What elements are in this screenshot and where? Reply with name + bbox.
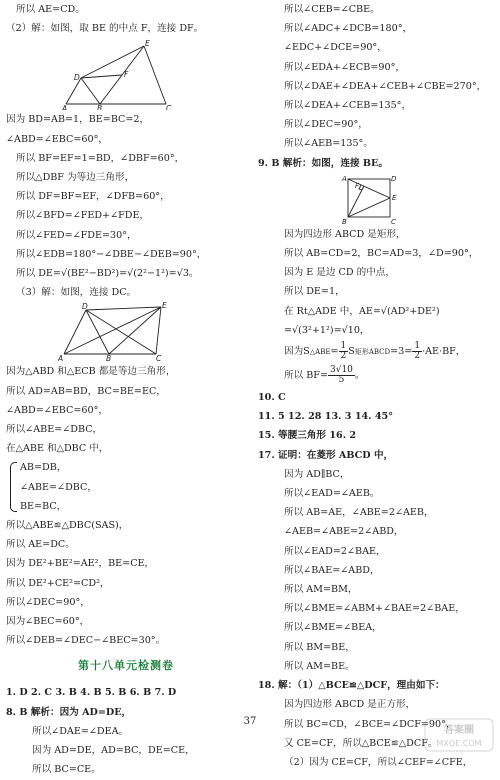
label-d: D: [82, 302, 88, 312]
denominator: 2: [340, 351, 347, 362]
answer-line: 17. 证明：在菱形 ABCD 中，: [258, 449, 394, 461]
segment-bd: [81, 78, 100, 104]
text-line: 所以∠DEB=∠DEC−∠BEC=30°。: [6, 635, 166, 647]
section-title: 第十八单元检测卷: [78, 659, 174, 673]
text-line: 因为 E 是边 CD 的中点，: [284, 267, 395, 279]
answer-line: 8. B 解析：因为 AD=DE，: [6, 706, 132, 718]
answer-line: 18. 解：（1）△BCE≌△DCF，理由如下：: [258, 680, 445, 692]
right-column: [258, 0, 494, 772]
text-line: 所以 BM=BE，: [284, 641, 355, 653]
text-line: 所以∠DEA+∠CEB=135°，: [284, 100, 412, 112]
text-part: ·AE·BF，: [422, 346, 466, 358]
text-line: 所以 AM=BE。: [284, 660, 355, 672]
text-line: 所以 DE=1，: [284, 286, 345, 298]
watermark-icon: [424, 718, 494, 752]
text-line: ∠AEB=∠ABE=2∠ABD，: [284, 526, 404, 538]
numerator: 3√10: [329, 365, 353, 376]
watermark-logo: [424, 718, 494, 752]
segment-db: [86, 310, 109, 354]
text-line-bf: [258, 364, 494, 388]
text-line: ∠EDC+∠DCE=90°，: [284, 42, 387, 54]
text-line: 又 CE=CF，所以△BCE≌△DCF。: [284, 737, 438, 749]
text-line: 在 Rt△ADE 中，AE=√(AD²+DE²): [284, 305, 440, 317]
label-f: F: [355, 181, 360, 190]
text-part: S: [348, 346, 355, 358]
label-c: C: [156, 354, 162, 363]
text-part: 所以 BF=: [284, 370, 328, 382]
text-line: 所以 AB=AE，∠ABE=2∠AEB，: [284, 507, 434, 519]
answer-line: 9. B 解析：如图，连接 BE。: [258, 157, 388, 169]
text-line: ∠ABD=∠EBC=60°，: [6, 133, 108, 145]
page-number: 37: [243, 716, 257, 727]
label-d: D: [74, 73, 80, 83]
segment-ec: [156, 307, 161, 354]
label-e: E: [392, 193, 397, 202]
left-column: [6, 0, 246, 780]
text-line: 所以∠DEC=90°，: [6, 596, 90, 608]
text-line: 所以∠ABE=∠DBC，: [6, 424, 103, 436]
text-line: 因为 DE²+BE²=AE²，BE=CE，: [6, 558, 155, 570]
text-line: 所以∠EDB=180°−∠DBE−∠DEB=90°，: [16, 248, 207, 260]
text-line: ∠ABD=∠EBC=60°，: [6, 404, 108, 416]
text-line: =√(3²+1²)=√10，: [284, 324, 370, 336]
text-line: 因为 AD∥BC，: [284, 468, 350, 480]
text-part: =3=: [390, 346, 413, 358]
numerator: 1: [340, 341, 347, 352]
text-line: 所以 DF=BF=EF，∠DFB=60°，: [16, 191, 170, 203]
rectangle-figure: [258, 173, 458, 225]
text-line: 所以∠AEB=135°。: [284, 138, 373, 150]
fraction-half: [339, 342, 349, 361]
text-line: （2）因为 CE=CF，所以∠CEF=∠CFE，: [284, 756, 473, 768]
text-line: 所以∠DAE+∠DEA+∠CEB+∠CBE=270°，: [284, 80, 487, 92]
segment-df: [81, 75, 122, 78]
text-line: 所以 BC=CD，∠BCE=∠DCF=90°，: [284, 718, 456, 730]
denominator: 2: [414, 351, 421, 362]
text-line: 所以∠FED=∠FDE=30°，: [16, 229, 137, 241]
text-line: 因为四边形 ABCD 是正方形，: [284, 699, 416, 711]
text-line: 所以∠BME=∠BEA，: [284, 622, 382, 634]
text-part: 因为S: [284, 346, 310, 358]
text-line: （2）解：如图，取 BE 的中点 F，连接 DF。: [6, 23, 204, 35]
text-line: 所以△ABE≌△DBC(SAS)，: [6, 520, 129, 532]
label-b: B: [97, 104, 103, 111]
text-line: 所以 AE=CD。: [16, 4, 85, 15]
text-line: （3）解：如图，连接 DC。: [16, 287, 137, 299]
svg-text:答案圈: 答案圈: [444, 725, 474, 736]
segment-de: [86, 307, 161, 310]
text-part: =: [330, 346, 339, 358]
segment-de: [81, 46, 144, 78]
answer-line: 10. C: [258, 392, 286, 404]
text-line: 所以 BF=EF=1=BD，∠DBF=60°，: [16, 152, 185, 164]
numerator: 1: [414, 341, 421, 352]
answer-line: 1. D 2. C 3. B 4. B 5. B 6. B 7. D: [6, 687, 177, 699]
segment-dc: [86, 310, 156, 354]
label-d: D: [391, 174, 397, 183]
text-line: 所以 AD=AB=BD，BC=BE=EC，: [6, 385, 166, 397]
text-line: 所以∠EAD=2∠BAE，: [284, 545, 386, 557]
text-line: 因为 BD=AB=1，BE=BC=2，: [6, 114, 150, 126]
label-a: A: [58, 354, 64, 363]
label-f: F: [124, 70, 129, 80]
text-line: 所以∠BME=∠ABM+∠BAE=2∠BAE，: [284, 603, 465, 615]
brace-line: AB=DB，: [20, 462, 67, 474]
segment-ec: [144, 46, 166, 104]
text-line: 所以∠CEB=∠CBE。: [284, 4, 380, 15]
label-e: E: [145, 39, 150, 49]
text-line: 所以 AE=DC。: [6, 539, 75, 551]
label-b: B: [342, 217, 347, 225]
figure-triangle-1: [6, 38, 246, 110]
label-e: E: [162, 302, 167, 311]
text-line: 所以∠BFD=∠FED+∠FDE，: [16, 210, 150, 222]
segment-bf: [348, 186, 364, 217]
segment-be: [348, 198, 390, 217]
denominator: 5: [338, 375, 345, 386]
label-c: C: [391, 217, 396, 225]
text-line: 所以 BC=CE。: [32, 764, 101, 776]
text-line: 因为△ABD 和△ECB 都是等边三角形，: [6, 366, 176, 378]
right-angle-mark: [359, 185, 362, 190]
text-line: 因为四边形 ABCD 是矩形，: [284, 228, 406, 240]
brace-line: BE=BC，: [20, 500, 67, 512]
text-line: 所以∠DAE=∠DEA。: [32, 725, 129, 737]
answer-line: 11. 5 12. 28 13. 3 14. 45°: [258, 411, 393, 423]
label-b: B: [106, 354, 112, 363]
text-line: 所以∠EAD=∠AEB。: [284, 488, 380, 500]
segment-ad: [64, 310, 86, 354]
text-line: 所以 DE²+CE²=CD²，: [6, 577, 110, 589]
text-line: 所以 AB=CD=2，BC=AD=3，∠D=90°，: [284, 248, 479, 260]
text-line-area: [258, 340, 494, 364]
text-part: 。: [354, 370, 365, 382]
triangle-figure-2: [6, 302, 206, 362]
segment-ae: [64, 307, 161, 354]
svg-text:MXQE.COM: MXQE.COM: [436, 739, 482, 748]
text-line: 所以 DE=√(BE²−BD²)=√(2²−1²)=√3。: [16, 268, 199, 280]
text-line: 在△ABE 和△DBC 中，: [6, 443, 109, 455]
text-line: 所以△DBF 为等边三角形，: [16, 172, 135, 184]
text-line: 所以∠ADC+∠DCB=180°，: [284, 23, 413, 35]
text-line: 所以∠BAE=∠ABD，: [284, 564, 380, 576]
label-a: A: [62, 104, 68, 111]
text-line: 因为 AD=DE，AD=BC，DE=CE，: [32, 745, 195, 757]
brace-group: [6, 458, 246, 516]
text-line: 因为∠BEC=60°，: [6, 616, 90, 628]
figure-triangle-2: [6, 302, 246, 362]
subscript: 矩形ABCD: [354, 348, 391, 357]
answer-line: 15. 等腰三角形 16. 2: [258, 430, 357, 442]
label-a: A: [342, 174, 347, 183]
label-c: C: [166, 104, 172, 111]
fraction-bf: [328, 366, 355, 385]
triangle-figure-1: [6, 38, 206, 110]
segment-be: [109, 307, 161, 354]
fraction-half: [412, 342, 422, 361]
text-line: 所以∠EDA+∠ECB=90°，: [284, 61, 405, 73]
figure-rectangle: [258, 173, 494, 225]
text-line: 所以 AM=BM，: [284, 584, 358, 596]
brace-line: ∠ABE=∠DBC，: [20, 481, 97, 493]
subscript: △ABE: [309, 348, 331, 357]
text-line: 所以∠DEC=90°，: [284, 119, 368, 131]
